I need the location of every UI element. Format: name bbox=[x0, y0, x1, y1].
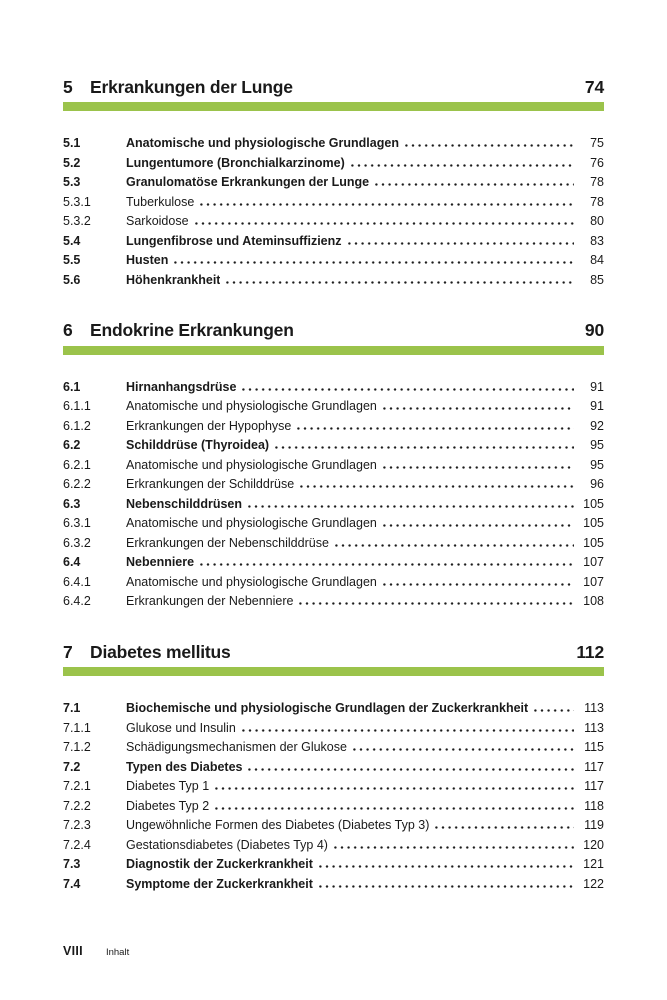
section-number: 7 bbox=[63, 641, 73, 662]
section-entries bbox=[63, 378, 604, 612]
entry-title: Erkrankungen der Schilddrüse bbox=[126, 477, 295, 492]
toc-entry bbox=[63, 193, 604, 213]
section-page-number: 74 bbox=[584, 77, 604, 97]
dot-leader bbox=[275, 437, 574, 449]
toc-entry bbox=[63, 738, 604, 758]
section-heading bbox=[63, 78, 604, 96]
entry-page-number: 121 bbox=[583, 857, 604, 872]
entry-title: Biochemische und physiologische Grundlagen der Zuckerkrankheit bbox=[126, 701, 529, 716]
toc-entry bbox=[63, 154, 604, 174]
dot-leader bbox=[353, 739, 574, 751]
dot-leader bbox=[334, 837, 574, 849]
entry-page-number: 92 bbox=[590, 418, 604, 433]
section-heading bbox=[63, 321, 604, 339]
footer-label: Inhalt bbox=[105, 947, 130, 958]
entry-number: 7.1.1 bbox=[63, 720, 91, 735]
section-title: Endokrine Erkrankungen bbox=[90, 320, 294, 341]
entry-title: Anatomische und physiologische Grundlagen bbox=[126, 574, 377, 589]
entry-number: 5.5 bbox=[63, 253, 81, 268]
entry-title: Anatomische und physiologische Grundlagen bbox=[126, 516, 377, 531]
dot-leader bbox=[534, 700, 574, 712]
dot-leader bbox=[335, 535, 574, 547]
entry-number: 7.1 bbox=[63, 701, 81, 716]
toc-entry bbox=[63, 271, 604, 291]
dot-leader bbox=[375, 174, 574, 186]
dot-leader bbox=[215, 798, 574, 810]
toc-entry bbox=[63, 777, 604, 797]
dot-leader bbox=[300, 476, 574, 488]
toc-entry bbox=[63, 417, 604, 437]
dot-leader bbox=[351, 155, 574, 167]
entry-title: Husten bbox=[126, 253, 169, 268]
entry-page-number: 80 bbox=[590, 214, 604, 229]
entry-page-number: 108 bbox=[583, 594, 604, 609]
dot-leader bbox=[297, 418, 574, 430]
section-title: Diabetes mellitus bbox=[90, 641, 231, 662]
entry-page-number: 105 bbox=[583, 516, 604, 531]
entry-page-number: 75 bbox=[590, 136, 604, 151]
entry-number: 7.4 bbox=[63, 876, 81, 891]
entry-page-number: 118 bbox=[584, 798, 604, 813]
page-footer bbox=[63, 944, 129, 958]
toc-entry bbox=[63, 436, 604, 456]
entry-title: Erkrankungen der Hypophyse bbox=[126, 418, 292, 433]
entry-number: 6.1.1 bbox=[63, 399, 91, 414]
entry-number: 6.3.2 bbox=[63, 535, 91, 550]
entry-page-number: 91 bbox=[590, 379, 604, 394]
entry-title: Anatomische und physiologische Grundlagen bbox=[126, 457, 377, 472]
entry-title: Typen des Diabetes bbox=[126, 759, 243, 774]
dot-leader bbox=[200, 554, 574, 566]
dot-leader bbox=[348, 233, 574, 245]
dot-leader bbox=[200, 194, 574, 206]
entry-title: Granulomatöse Erkrankungen der Lunge bbox=[126, 175, 370, 190]
entry-number: 7.1.2 bbox=[63, 740, 91, 755]
entry-title: Schädigungsmechanismen der Glukose bbox=[126, 740, 347, 755]
entry-number: 6.4.2 bbox=[63, 594, 91, 609]
toc-entry bbox=[63, 816, 604, 836]
toc-entry bbox=[63, 232, 604, 252]
footer-page-roman: VIII bbox=[63, 944, 83, 958]
entry-number: 6.1.2 bbox=[63, 418, 91, 433]
entry-title: Ungewöhnliche Formen des Diabetes (Diabetes Typ 3) bbox=[126, 818, 430, 833]
entry-page-number: 85 bbox=[590, 272, 604, 287]
entry-number: 7.3 bbox=[63, 857, 81, 872]
entry-page-number: 105 bbox=[583, 535, 604, 550]
entry-number: 5.6 bbox=[63, 272, 81, 287]
entry-number: 7.2 bbox=[63, 759, 81, 774]
toc-entry bbox=[63, 397, 604, 417]
dot-leader bbox=[248, 496, 574, 508]
entry-number: 7.2.3 bbox=[63, 818, 91, 833]
entry-title: Lungentumore (Bronchialkarzinome) bbox=[126, 155, 345, 170]
entry-title: Anatomische und physiologische Grundlagen bbox=[126, 136, 399, 151]
entry-number: 5.3.2 bbox=[63, 214, 91, 229]
dot-leader bbox=[242, 379, 574, 391]
dot-leader bbox=[242, 720, 574, 732]
entry-title: Tuberkulose bbox=[126, 194, 195, 209]
entry-number: 5.4 bbox=[63, 233, 81, 248]
dot-leader bbox=[319, 856, 574, 868]
section-title: Erkrankungen der Lunge bbox=[90, 77, 293, 97]
toc-section bbox=[63, 321, 604, 611]
entry-page-number: 113 bbox=[584, 701, 604, 716]
dot-leader bbox=[383, 574, 574, 586]
toc-entry bbox=[63, 134, 604, 154]
section-rule-divider bbox=[63, 346, 604, 355]
entry-title: Nebenschilddrüsen bbox=[126, 496, 242, 511]
entry-number: 6.2 bbox=[63, 438, 81, 453]
toc-entry bbox=[63, 173, 604, 193]
section-page-number: 112 bbox=[576, 641, 604, 662]
entry-number: 6.2.2 bbox=[63, 477, 91, 492]
entry-page-number: 115 bbox=[584, 740, 604, 755]
toc-entry bbox=[63, 475, 604, 495]
toc-entry bbox=[63, 573, 604, 593]
toc-section bbox=[63, 643, 604, 894]
dot-leader bbox=[435, 817, 574, 829]
section-entries bbox=[63, 699, 604, 894]
dot-leader bbox=[215, 778, 574, 790]
entry-page-number: 122 bbox=[583, 876, 604, 891]
toc-entry bbox=[63, 553, 604, 573]
entry-page-number: 105 bbox=[583, 496, 604, 511]
toc-entry bbox=[63, 855, 604, 875]
dot-leader bbox=[319, 876, 574, 888]
dot-leader bbox=[226, 272, 574, 284]
entry-title: Sarkoidose bbox=[126, 214, 189, 229]
toc-entry bbox=[63, 699, 604, 719]
toc-entry bbox=[63, 758, 604, 778]
toc-entry bbox=[63, 592, 604, 612]
toc-entry bbox=[63, 456, 604, 476]
entry-title: Schilddrüse (Thyroidea) bbox=[126, 438, 270, 453]
entry-number: 7.2.4 bbox=[63, 837, 91, 852]
dot-leader bbox=[383, 398, 574, 410]
entry-title: Erkrankungen der Nebenniere bbox=[126, 594, 294, 609]
entry-title: Erkrankungen der Nebenschilddrüse bbox=[126, 535, 329, 550]
entry-page-number: 76 bbox=[590, 155, 604, 170]
toc-section bbox=[63, 78, 604, 290]
entry-title: Symptome der Zuckerkrankheit bbox=[126, 876, 313, 891]
toc-entry bbox=[63, 212, 604, 232]
entry-title: Hirnanhangsdrüse bbox=[126, 379, 237, 394]
toc-entry bbox=[63, 797, 604, 817]
entry-page-number: 95 bbox=[590, 457, 604, 472]
entry-page-number: 113 bbox=[584, 720, 604, 735]
dot-leader bbox=[248, 759, 574, 771]
dot-leader bbox=[174, 252, 574, 264]
section-page-number: 90 bbox=[584, 320, 604, 341]
toc-entry bbox=[63, 495, 604, 515]
entry-title: Höhenkrankheit bbox=[126, 272, 221, 287]
section-number: 6 bbox=[63, 320, 73, 341]
entry-title: Anatomische und physiologische Grundlagen bbox=[126, 399, 377, 414]
section-entries bbox=[63, 134, 604, 290]
entry-number: 6.4.1 bbox=[63, 574, 91, 589]
entry-title: Gestationsdiabetes (Diabetes Typ 4) bbox=[126, 837, 328, 852]
entry-page-number: 78 bbox=[590, 175, 604, 190]
entry-page-number: 96 bbox=[590, 477, 604, 492]
toc-entry bbox=[63, 534, 604, 554]
entry-title: Glukose und Insulin bbox=[126, 720, 236, 735]
entry-number: 6.3 bbox=[63, 496, 81, 511]
entry-page-number: 120 bbox=[583, 837, 604, 852]
entry-number: 5.3.1 bbox=[63, 194, 91, 209]
entry-number: 6.1 bbox=[63, 379, 81, 394]
entry-page-number: 91 bbox=[590, 399, 604, 414]
dot-leader bbox=[405, 135, 574, 147]
entry-page-number: 84 bbox=[590, 253, 604, 268]
dot-leader bbox=[195, 213, 574, 225]
entry-number: 6.3.1 bbox=[63, 516, 91, 531]
entry-number: 7.2.2 bbox=[63, 798, 91, 813]
entry-page-number: 107 bbox=[583, 574, 604, 589]
toc-entry bbox=[63, 514, 604, 534]
entry-title: Diabetes Typ 1 bbox=[126, 779, 210, 794]
entry-title: Diagnostik der Zuckerkrankheit bbox=[126, 857, 313, 872]
toc-entry bbox=[63, 836, 604, 856]
entry-page-number: 107 bbox=[583, 555, 604, 570]
toc-entry bbox=[63, 251, 604, 271]
entry-number: 6.4 bbox=[63, 555, 81, 570]
entry-page-number: 95 bbox=[590, 438, 604, 453]
toc-entry bbox=[63, 719, 604, 739]
entry-page-number: 119 bbox=[584, 818, 604, 833]
dot-leader bbox=[383, 457, 574, 469]
entry-page-number: 117 bbox=[584, 759, 604, 774]
toc-entry bbox=[63, 378, 604, 398]
toc-entry bbox=[63, 875, 604, 895]
entry-title: Nebenniere bbox=[126, 555, 195, 570]
entry-page-number: 83 bbox=[590, 233, 604, 248]
entry-number: 7.2.1 bbox=[63, 779, 91, 794]
toc-sections bbox=[63, 78, 604, 894]
dot-leader bbox=[383, 515, 574, 527]
entry-page-number: 117 bbox=[584, 779, 604, 794]
entry-number: 5.2 bbox=[63, 155, 81, 170]
dot-leader bbox=[299, 593, 574, 605]
entry-title: Diabetes Typ 2 bbox=[126, 798, 210, 813]
section-rule-divider bbox=[63, 667, 604, 676]
section-rule-divider bbox=[63, 102, 604, 111]
entry-page-number: 78 bbox=[590, 194, 604, 209]
entry-number: 5.3 bbox=[63, 175, 81, 190]
entry-number: 5.1 bbox=[63, 136, 81, 151]
entry-title: Lungenfibrose und Ateminsuffizienz bbox=[126, 233, 342, 248]
section-number: 5 bbox=[63, 77, 73, 97]
section-heading bbox=[63, 643, 604, 661]
entry-number: 6.2.1 bbox=[63, 457, 91, 472]
